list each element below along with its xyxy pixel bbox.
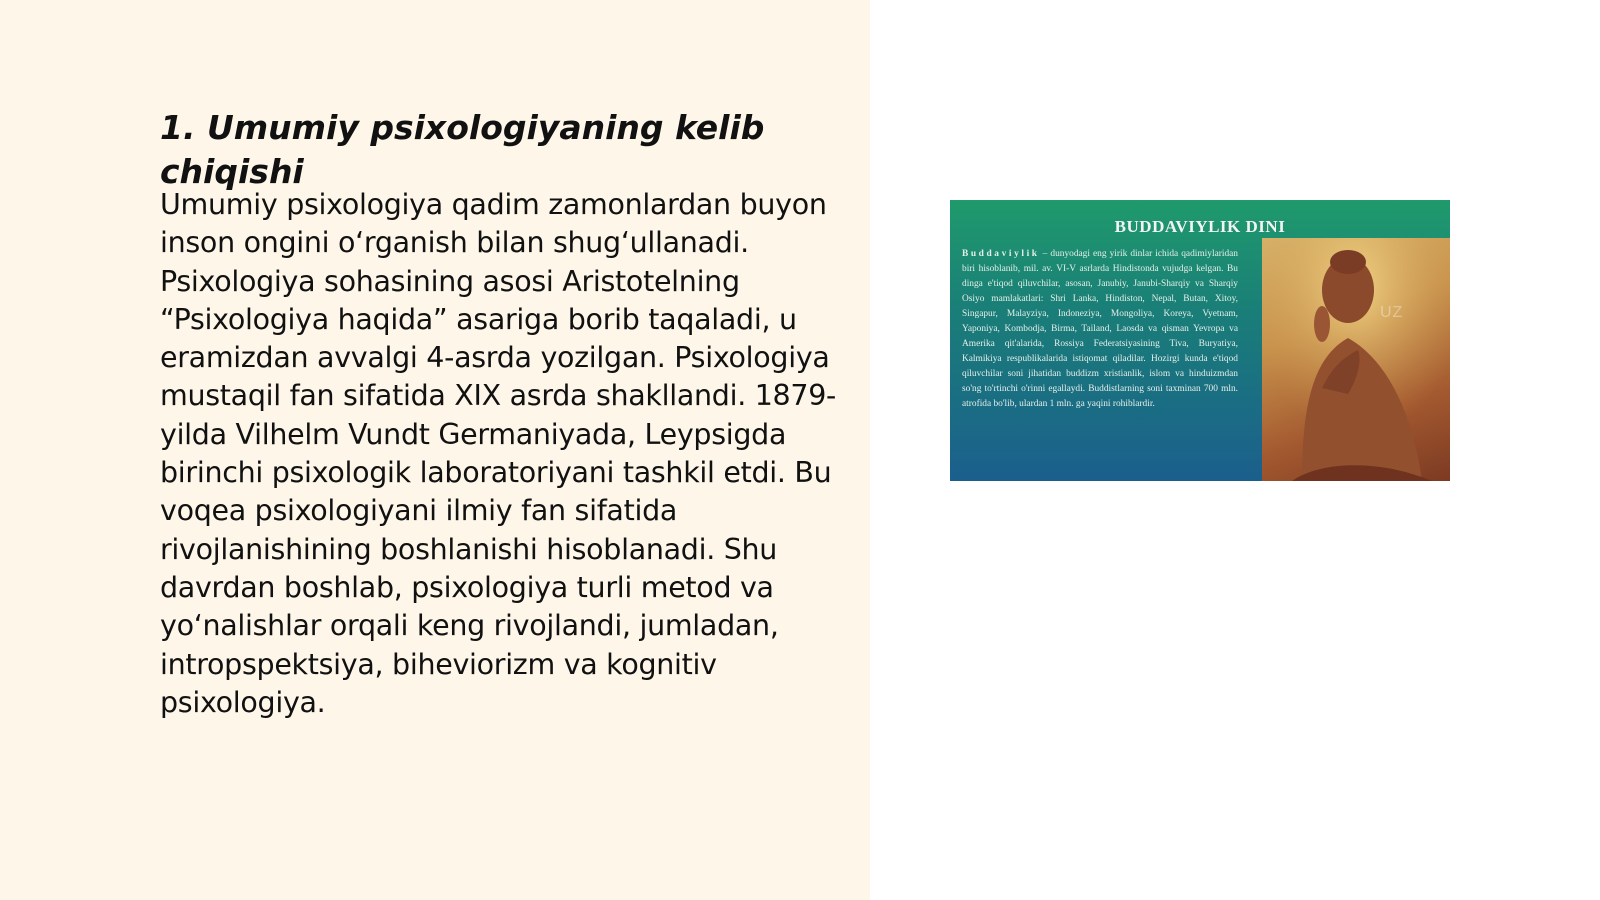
watermark: UZ <box>1380 304 1404 321</box>
picture-text-rest: – dunyodagi eng yirik dinlar ichida qadimiylaridan biri hisoblanib, mil. av. VI-V asrlarda Hindistonda vujudga kelgan. Bu dinga e'tiqod qiluvchilar, asosan, Janubiy, Janubi-Sharqiy va Sharqiy Osiyo mamlakatlari: Shri Lanka, Hindiston, Nepal, Butan, Xitoy, Singapur, Malayziya, Indoneziya, Mongoliya, Koreya, Vyetnam, Yaponiya, Kombodja, Birma, Tailand, Laosda va qisman Yevropa va Amerika qit'alarida, Rossiya Federatsiyasining Tiva, Buryatiya, Kalmikiya respublikalarida istiqomat qiladilar. Hozirgi kunda e'tiqod qiluvchilar soni jihatidan buddizm xristianlik, islom va hinduizmdan so'ng to'rtinchi o'rinni egallaydi. Buddistlarning soni taxminan 700 mln. atrofida bo'lib, ulardan 1 mln. ga yaqini rohiblardir. <box>962 249 1238 409</box>
buddhism-picture <box>950 200 1450 481</box>
buddha-statue-icon <box>1262 238 1450 481</box>
buddha-statue-image <box>1262 238 1450 481</box>
picture-text-lead: Buddaviylik <box>962 249 1040 259</box>
slide-title: 1. Umumiy psixologiyaning kelib chiqishi <box>160 108 765 191</box>
picture-text <box>962 247 1238 412</box>
slide-body-text: Umumiy psixologiya qadim zamonlardan buyon inson ongini o‘rganish bilan shug‘ullanadi. Psixologiya sohasining asosi Aristotelning “Psixologiya haqida” asariga borib taqaladi, u eramizdan avvalgi 4-asrda yozilgan. Psixologiya mustaqil fan sifatida XIX asrda shakllandi. 1879-yilda Vilhelm Vundt Germaniyada, Leypsigda birinchi psixologik laboratoriyani tashkil etdi. Bu voqea psixologiyani ilmiy fan sifatida rivojlanishining boshlanishi hisoblanadi. Shu davrdan boshlab, psixologiya turli metod va yo‘nalishlar orqali keng rivojlandi, jumladan, intropspektsiya, biheviorizm va kognitiv psixologiya. <box>160 188 837 719</box>
picture-title: BUDDAVIYLIK DINI <box>1114 217 1286 236</box>
